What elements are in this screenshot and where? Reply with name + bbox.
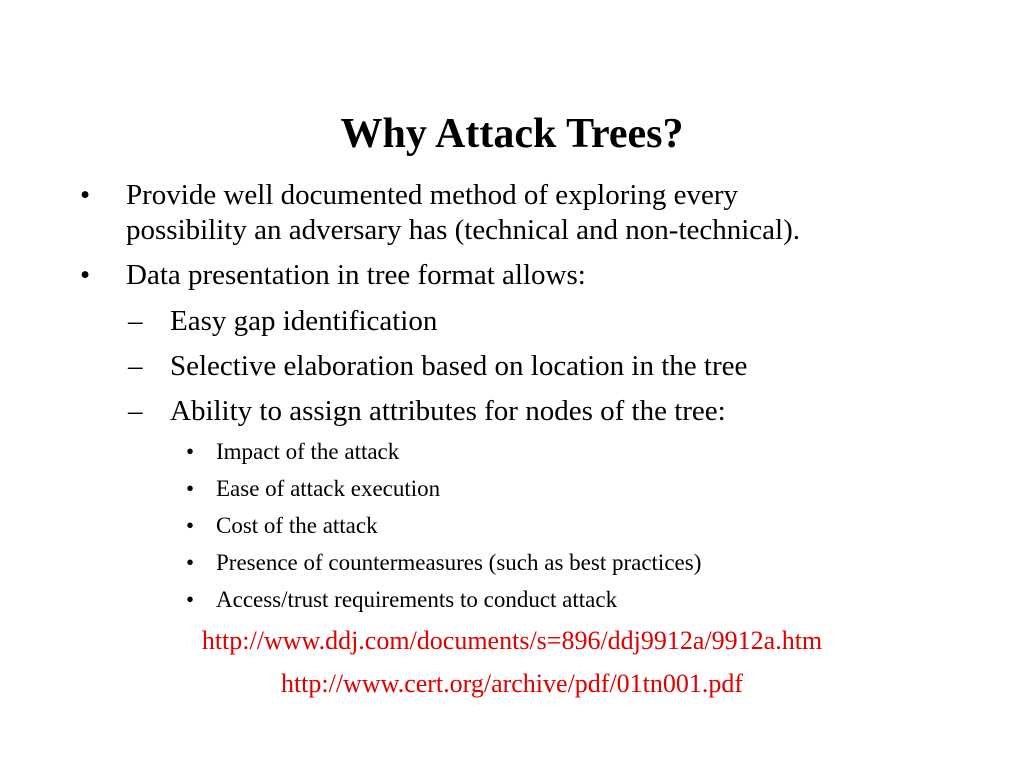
sub-sub-bullet-text: Cost of the attack	[216, 513, 378, 538]
sub-bullet-item	[128, 349, 988, 384]
bullet-text	[126, 258, 976, 293]
sub-sub-bullet-item	[186, 475, 986, 503]
sub-sub-bullet-text: Access/trust requirements to conduct attack	[216, 587, 618, 612]
sub-sub-bullet-text: Ease of attack execution	[216, 476, 441, 501]
reference-link-cert[interactable]: http://www.cert.org/archive/pdf/01tn001.pdf	[280, 669, 744, 698]
bullet-marker: •	[186, 550, 195, 575]
bullet-item-methods	[80, 178, 980, 248]
bullet-marker: •	[186, 439, 195, 464]
sub-sub-bullet-item	[186, 512, 986, 540]
sub-sub-bullet-text: Impact of the attack	[216, 439, 400, 464]
dash-marker: –	[128, 350, 143, 382]
bullet-text	[126, 178, 976, 248]
sub-bullet-text: Selective elaboration based on location in the tree	[170, 350, 748, 382]
bullet-line: Provide well documented method of exploring every	[126, 179, 739, 211]
bullet-item-data-presentation	[80, 258, 980, 293]
bullet-marker: •	[186, 513, 195, 538]
bullet-marker: •	[186, 476, 195, 501]
dash-marker: –	[128, 395, 143, 427]
dash-marker: –	[128, 305, 143, 337]
slide-title: Why Attack Trees?	[340, 111, 684, 157]
sub-bullet-item	[128, 304, 988, 339]
sub-sub-bullet-item	[186, 586, 986, 614]
bullet-marker: •	[186, 587, 195, 612]
sub-sub-bullet-item	[186, 438, 986, 466]
sub-bullet-text: Ability to assign attributes for nodes of the tree:	[170, 395, 726, 427]
sub-bullet-item	[128, 394, 988, 429]
bullet-marker: •	[80, 179, 91, 211]
sub-bullet-text: Easy gap identification	[170, 305, 438, 337]
sub-sub-bullet-text: Presence of countermeasures (such as best practices)	[216, 550, 702, 575]
reference-link-ddj[interactable]: http://www.ddj.com/documents/s=896/ddj9912a/9912a.htm	[201, 626, 823, 655]
bullet-line: possibility an adversary has (technical and non-technical).	[126, 214, 801, 246]
bullet-marker: •	[80, 259, 91, 291]
bullet-line: Data presentation in tree format allows:	[126, 259, 586, 291]
sub-sub-bullet-item	[186, 549, 986, 577]
